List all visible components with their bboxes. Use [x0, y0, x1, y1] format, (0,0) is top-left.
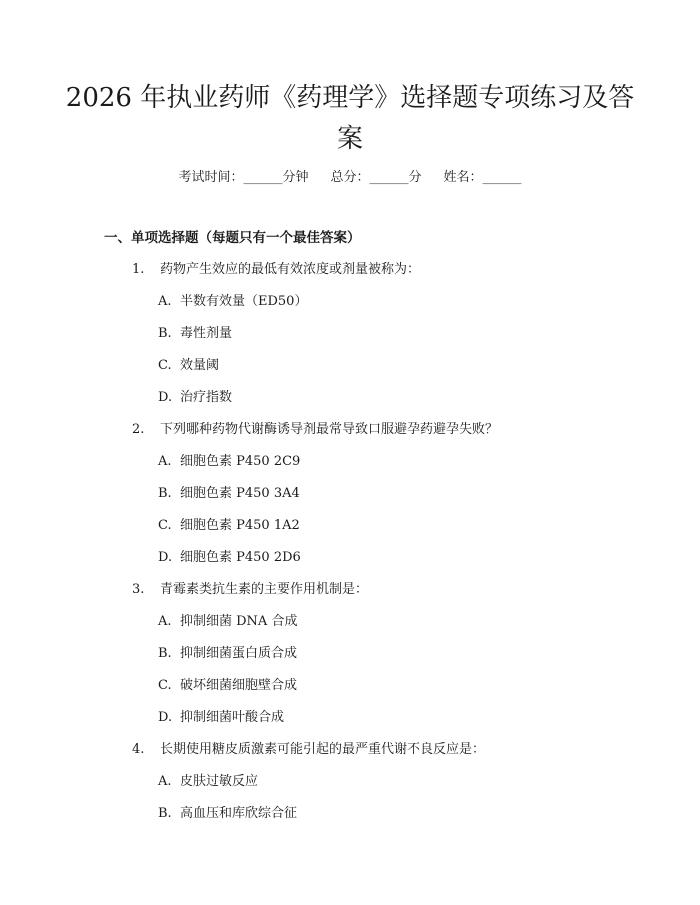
question-number: 1. — [132, 262, 145, 277]
document-title: 2026 年执业药师《药理学》选择题专项练习及答案 — [65, 83, 635, 154]
option-1-b — [0, 324, 700, 356]
option-letter: C. — [158, 358, 172, 373]
option-text: 皮肤过敏反应 — [180, 774, 259, 789]
option-text: 破坏细菌细胞壁合成 — [180, 678, 298, 693]
option-letter: C. — [158, 518, 172, 533]
option-text: 半数有效量（ED50） — [180, 294, 308, 309]
option-2-d — [0, 548, 700, 580]
question-stem: 药物产生效应的最低有效浓度或剂量被称为： — [160, 262, 421, 277]
option-letter: B. — [158, 486, 172, 501]
option-4-b — [0, 804, 700, 836]
option-4-a — [0, 772, 700, 804]
option-3-c — [0, 676, 700, 708]
option-3-d — [0, 708, 700, 740]
option-letter: D. — [158, 390, 173, 405]
name-field: 姓名：______ — [443, 170, 522, 185]
option-letter: C. — [158, 678, 172, 693]
option-letter: B. — [158, 326, 172, 341]
question-stem: 长期使用糖皮质激素可能引起的最严重代谢不良反应是： — [160, 742, 486, 757]
option-text: 细胞色素 P450 2D6 — [180, 550, 301, 565]
option-letter: A. — [158, 614, 172, 629]
total-score-field: 总分：______分 — [330, 170, 422, 185]
question-4 — [0, 740, 700, 772]
option-text: 抑制细菌蛋白质合成 — [180, 646, 298, 661]
question-number: 4. — [132, 742, 145, 757]
option-letter: B. — [158, 806, 172, 821]
question-2 — [0, 420, 700, 452]
question-number: 2. — [132, 422, 145, 437]
option-letter: D. — [158, 710, 173, 725]
option-text: 毒性剂量 — [180, 326, 233, 341]
option-letter: D. — [158, 550, 173, 565]
exam-info-line — [0, 168, 700, 188]
option-3-a — [0, 612, 700, 644]
option-text: 治疗指数 — [180, 390, 233, 405]
option-1-a — [0, 292, 700, 324]
option-letter: A. — [158, 774, 172, 789]
option-text: 效量阈 — [180, 358, 220, 373]
question-stem: 下列哪种药物代谢酶诱导剂最常导致口服避孕药避孕失败？ — [160, 422, 499, 437]
option-2-a — [0, 452, 700, 484]
option-text: 高血压和库欣综合征 — [180, 806, 298, 821]
question-list — [0, 260, 700, 836]
section-heading: 一、单项选择题（每题只有一个最佳答案） — [104, 230, 361, 246]
question-stem: 青霉素类抗生素的主要作用机制是： — [160, 582, 369, 597]
option-text: 细胞色素 P450 2C9 — [180, 454, 301, 469]
question-3 — [0, 580, 700, 612]
option-text: 细胞色素 P450 1A2 — [180, 518, 300, 533]
option-3-b — [0, 644, 700, 676]
option-text: 抑制细菌叶酸合成 — [180, 710, 285, 725]
option-letter: B. — [158, 646, 172, 661]
question-1 — [0, 260, 700, 292]
option-letter: A. — [158, 294, 172, 309]
option-2-c — [0, 516, 700, 548]
option-1-c — [0, 356, 700, 388]
option-text: 细胞色素 P450 3A4 — [180, 486, 300, 501]
option-2-b — [0, 484, 700, 516]
option-text: 抑制细菌 DNA 合成 — [180, 614, 298, 629]
question-number: 3. — [132, 582, 145, 597]
option-letter: A. — [158, 454, 172, 469]
exam-time-field: 考试时间：______分钟 — [178, 170, 309, 185]
option-1-d — [0, 388, 700, 420]
